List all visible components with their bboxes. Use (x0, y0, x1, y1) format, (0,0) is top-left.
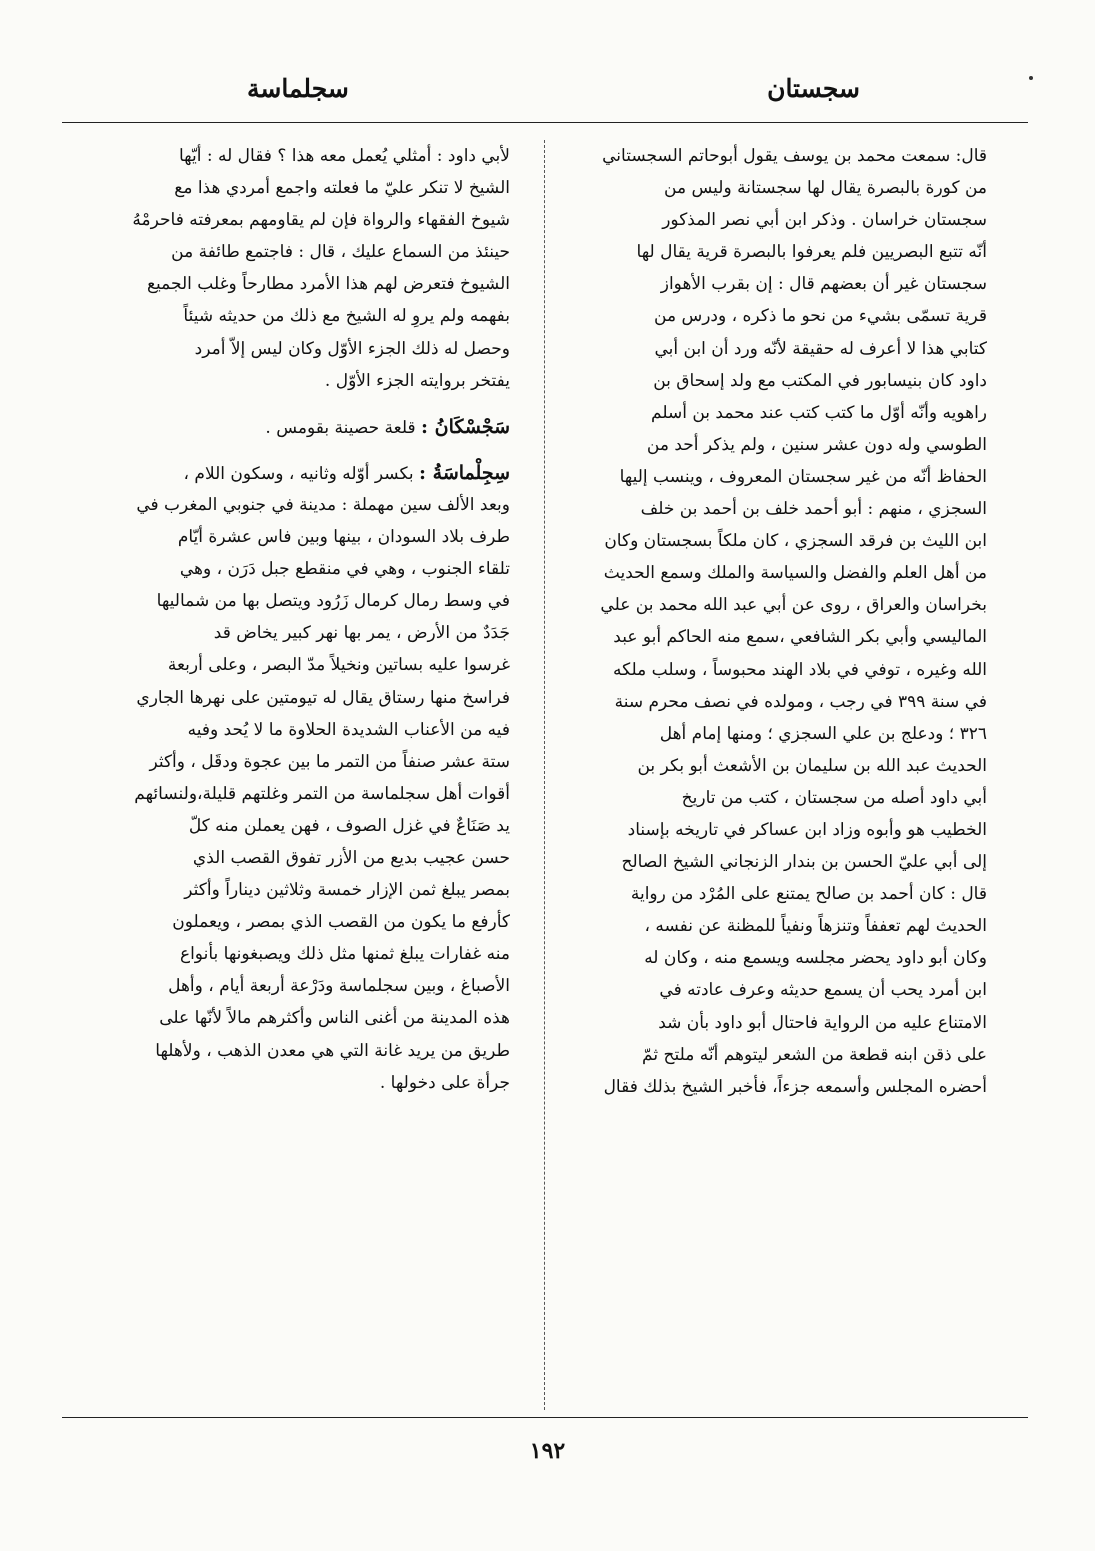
text-line: الشيوخ فتعرض لهم هذا الأمرد مطارحاً وغلب الجميع (146, 274, 510, 295)
text-line: وكان أبو داود يحضر مجلسه ويسمع منه ، وكان له (644, 948, 987, 969)
text-line: حسن عجيب بديع من الأزر تفوق القصب الذي (192, 847, 510, 868)
right-column (547, 140, 987, 1103)
text-line: الخطيب هو وأبوه وزاد ابن عساكر في تاريخه بإسناد (627, 819, 987, 840)
text-line: الأصباغ ، وبين سجلماسة ودَرْعة أربعة أيام ، وأهل (168, 976, 510, 997)
text-line: طرف بلاد السودان ، بينها وبين فاس عشرة أيّام (177, 527, 510, 548)
text-line: من أهل العلم والفضل والسياسة والملك وسمع الحديث (603, 563, 987, 584)
text-line: في وسط رمال كرمال زَرُود ويتصل بها من شماليها (156, 591, 510, 612)
text-line: وحصل له ذلك الجزء الأوّل وكان ليس إلاّ أمرد (194, 338, 510, 359)
text-line: أحضره المجلس وأسمعه جزءاً، فأخبر الشيخ بذلك فقال (603, 1076, 987, 1097)
text-line: وبعد الألف سين مهملة : مدينة في جنوبي المغرب في (136, 494, 510, 515)
text-line: لأبي داود : أمثلي يُعمل معه هذا ؟ فقال له : أيّها (178, 146, 510, 166)
text-line: أبي داود أصله من سجستان ، كتب من تاريخ (681, 787, 987, 808)
text-line: يفتخر بروايته الجزء الأوّل . (324, 370, 510, 391)
entry-text: بكسر أوّله وثانيه ، وسكون اللام ، (183, 463, 414, 484)
text-line: جرأة على دخولها . (379, 1072, 510, 1093)
running-head-left: سجلماسة (247, 74, 349, 103)
text-line: تلقاء الجنوب ، وهي في منقطع جبل دَرَن ، وهي (179, 559, 510, 580)
text-line: يد صَنَاعٌ في غزل الصوف ، فهن يعملن منه كلّ (188, 815, 510, 836)
entry-headword: سِجِلْماسَةُ : (419, 461, 510, 484)
text-line: الله وغيره ، توفي في بلاد الهند محبوساً ، وسلب ملكه (613, 659, 987, 680)
left-column (70, 140, 510, 1099)
text-line: الامتناع عليه من الرواية فاحتال أبو داود بأن شد (658, 1012, 987, 1033)
text-line: الشيخ لا تنكر عليّ ما فعلته واجمع أمردي هذا مع (174, 178, 510, 199)
text-line: فراسخ منها رستاق يقال له تيومتين على نهرها الجاري (136, 687, 510, 708)
speck-mark (1029, 76, 1033, 80)
header-rule (62, 122, 1028, 123)
text-line: قرية تسمّى بشيء من نحو ما ذكره ، ودرس من (654, 306, 987, 327)
text-line: كأرفع ما يكون من القصب الذي بمصر ، ويعملون (172, 912, 510, 933)
text-line: شيوخ الفقهاء والرواة فإن لم يقاومهم بمعرفته فاحرمْهُ (132, 210, 510, 231)
text-line: إلى أبي عليّ الحسن بن بندار الزنجاني الشيخ الصالح (621, 852, 987, 873)
entry-headword: سَجْسْكَانُ : (421, 415, 510, 438)
text-line: داود كان بنيسابور في المكتب مع ولد إسحاق بن (653, 370, 987, 391)
text-line: غرسوا عليه بساتين ونخيلاً مدّ البصر ، وعلى أربعة (167, 655, 510, 676)
column-divider (544, 140, 545, 1410)
text-line: أنّه تتبع البصريين فلم يعرفوا بالبصرة قرية يقال لها (636, 242, 987, 263)
entry-text: قلعة حصينة بقومس . (265, 417, 416, 438)
text-line: بفهمه ولم يروِ له الشيخ مع ذلك من حديثه شيئاً (183, 306, 510, 327)
text-line: على ذقن ابنه قطعة من الشعر ليتوهم أنّه ملتح ثمّ (642, 1044, 987, 1065)
text-line: الحفاظ أنّه من غير سجستان المعروف ، وينسب إليها (619, 466, 987, 487)
text-line: الحديث لهم تعففاً وتنزهاً ونفياً للمظنة عن نفسه ، (644, 916, 987, 937)
running-head-right: سجستان (767, 74, 860, 103)
text-line: قال : كان أحمد بن صالح يمتنع على المُرْد من رواية (630, 884, 987, 905)
page-header (60, 68, 1035, 118)
text-line: كتابي هذا لا أعرف له حقيقة لأنّه ورد أن ابن أبي (654, 338, 987, 359)
text-line: الطوسي وله دون عشر سنين ، ولم يذكر أحد من (646, 434, 987, 455)
text-line: سجستان غير أن بعضهم قال : إن بقرب الأهواز (660, 274, 987, 295)
text-line: الحديث عبد الله بن سليمان بن الأشعث أبو بكر بن (637, 755, 987, 776)
text-line: بخراسان والعراق ، روى عن أبي عبد الله محمد بن علي (600, 595, 987, 616)
text-line: منه غفارات يبلغ ثمنها مثل ذلك ويصبغونها بأنواع (179, 944, 510, 965)
text-line: طريق من يريد غانة التي هي معدن الذهب ، ولأهلها (155, 1040, 510, 1061)
entry-sijilmasa (70, 457, 510, 489)
text-line: السجزي ، منهم : أبو أحمد خلف بن أحمد بن خلف (640, 499, 987, 520)
text-line: هذه المدينة من أغنى الناس وأكثرهم مالاً لأنّها على (159, 1008, 510, 1029)
text-line: الماليسي وأبي بكر الشافعي ،سمع منه الحاكم أبو عبد (613, 627, 987, 648)
text-line: جَدَدٌ من الأرض ، يمر بها نهر كبير يخاض قد (213, 623, 510, 644)
text-line: قال: سمعت محمد بن يوسف يقول أبوحاتم السجستاني (602, 146, 987, 166)
entry-sajskan (70, 411, 510, 443)
text-line: حينئذ من السماع عليك ، قال : فاجتمع طائفة من (171, 242, 510, 263)
text-line: راهويه وأنّه أوّل ما كتب كتب عند محمد بن أسلم (651, 402, 987, 423)
text-line: ابن أمرد يحب أن يسمع حديثه وعرف عادته في (659, 980, 987, 1001)
text-line: أقوات أهل سجلماسة من التمر وغلتهم قليلة،ولنسائهم (134, 783, 510, 804)
text-line: سجستان خراسان . وذكر ابن أبي نصر المذكور (662, 210, 987, 231)
text-line: ٣٢٦ ؛ ودعلج بن علي السجزي ؛ ومنها إمام أهل (659, 723, 987, 744)
text-line: في سنة ٣٩٩ في رجب ، ومولده في نصف محرم سنة (614, 691, 987, 712)
footer-rule (62, 1417, 1028, 1418)
text-line: من كورة بالبصرة يقال لها سجستانة وليس من (664, 178, 987, 199)
text-line: ستة عشر صنفاً من التمر ما بين عجوة ودقَل ، وأكثر (149, 751, 510, 772)
page-number: ١٩٢ (529, 1438, 566, 1464)
text-line: ابن الليث بن فرقد السجزي ، كان ملكاً بسجستان وكان (604, 531, 987, 552)
text-line: فيه من الأعناب الشديدة الحلاوة ما لا يُحد وفيه (187, 719, 510, 740)
text-line: بمصر يبلغ ثمن الإزار خمسة وثلاثين ديناراً وأكثر (184, 880, 510, 901)
